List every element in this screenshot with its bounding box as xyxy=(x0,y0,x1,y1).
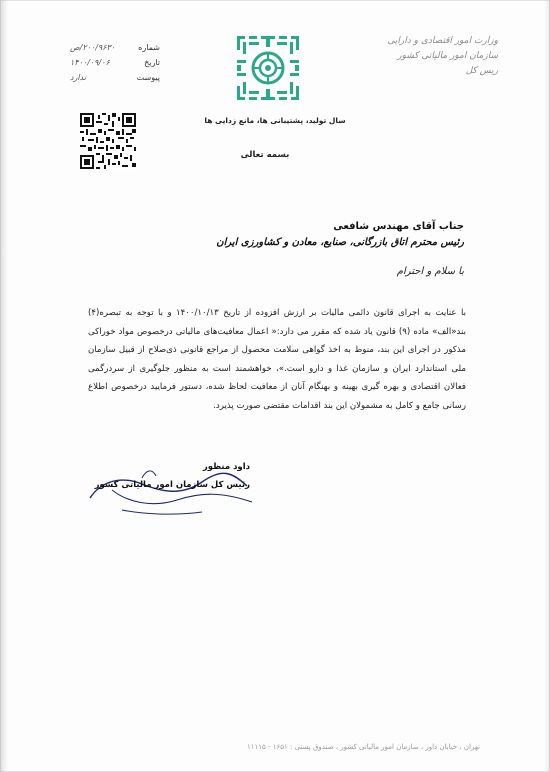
qr-code-icon xyxy=(80,113,136,169)
greeting: با سلام و احترام xyxy=(396,266,464,277)
meta-number-row xyxy=(70,40,160,55)
ministry-header xyxy=(348,34,498,79)
signatory-name: داود منظور xyxy=(202,462,250,472)
ministry-line-1: وزارت امور اقتصادی و دارایی xyxy=(387,36,498,46)
footer-address: تهران ، خیابان داور ، سازمان امور مالیاتی کشور ، صندوق پستی : ۱۶۵۱ - ۱۱۱۱۵ xyxy=(246,743,480,751)
meta-attachment-row xyxy=(70,70,160,85)
ministry-line-2: سازمان امور مالیاتی کشور xyxy=(397,51,498,61)
tax-organization-emblem-icon xyxy=(235,34,301,102)
number-label: شماره xyxy=(138,43,160,52)
bismillah-heading: بسمه تعالی xyxy=(240,150,290,160)
date-label: تاریخ xyxy=(144,58,160,67)
meta-date-row xyxy=(70,55,160,70)
attachment-label: پیوست xyxy=(136,73,160,82)
scan-right-shadow xyxy=(544,0,550,772)
letter-meta xyxy=(70,40,160,85)
date-value: ۱۴۰۰/۰۹/۰۶ xyxy=(70,58,110,67)
scan-edge-shadow xyxy=(0,0,8,772)
letter-body: با عنایت به اجرای قانون دائمی مالیات بر ارزش افزوده از تاریخ ۱۴۰۰/۱۰/۱۳ و با توجه به تبصره(۴) بند«الف» ماده (۹) قانون یاد شده که مقرر می دارد:« اعمال معافیت‌های مالیاتی درخصوص مواد خوراکی مذکور در اجرای این بند، منوط به اخذ گواهی سلامت محصول از مراجع قانونی ذی‌صلاح از قبیل سازمان ملی استاندارد ایران و سازمان غذا و دارو است.»، خواهشمند است به منظور جلوگیری از سردرگمی فعالان اقتصادی و بهره گیری بهینه و بهنگام آنان از معافیت لحاظ شده، دستور فرمایید درخصوص اطلاع رسانی جامع و کامل به مشمولان این بند اقدامات مقتضی صورت پذیرد. xyxy=(88,308,466,411)
signatory-title: رئیس کل سازمان امور مالیاتی کشور xyxy=(94,480,250,490)
recipient-block xyxy=(134,219,464,251)
signature-block xyxy=(82,462,272,522)
year-slogan: سال تولید، پشتیبانی ها، مانع زدایی ها xyxy=(204,116,346,125)
recipient-title: رئیس محترم اتاق بازرگانی، صنایع، معادن و کشاورزی ایران xyxy=(216,237,464,248)
number-value: ۲۰۰/۹۶۳۰/ص xyxy=(70,43,116,52)
ministry-line-3: ریس کل xyxy=(465,66,498,76)
recipient-name: جناب آقای مهندس شافعی xyxy=(333,221,464,232)
attachment-value: ندارد xyxy=(70,73,87,82)
